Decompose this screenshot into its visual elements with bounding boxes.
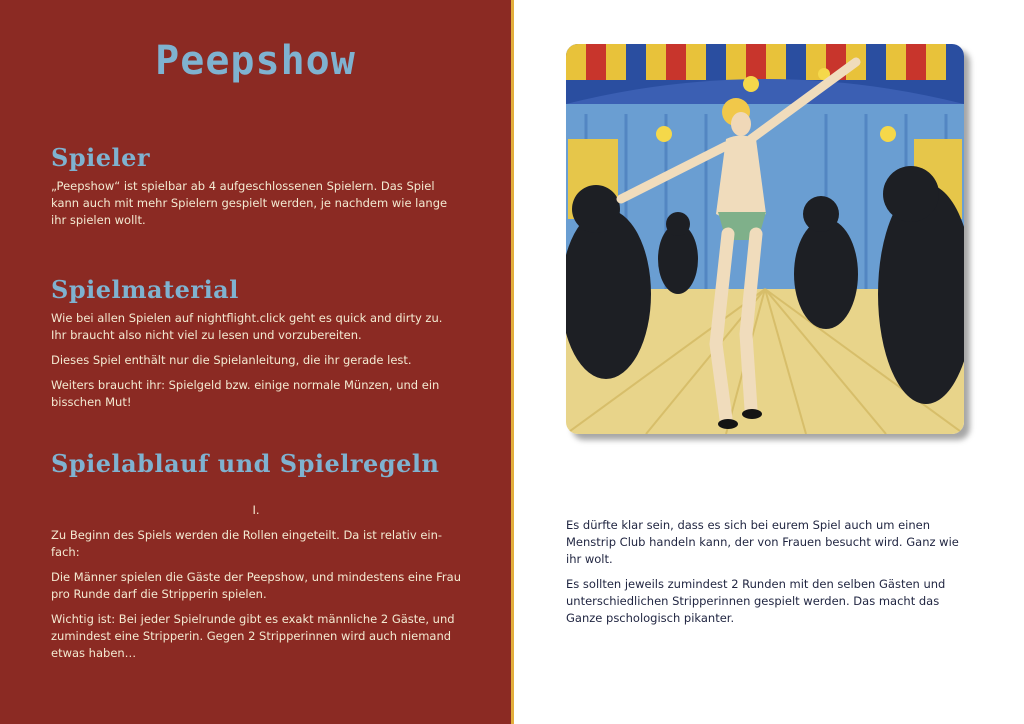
paragraph-spielablauf-1: Zu Beginn des Spiels werden die Rollen eingeteilt. Da ist relativ ein-fach: [51, 528, 443, 559]
right-paragraph-2: Es sollten jeweils zumindest 2 Runden mit den selben Gästen und unterschiedlichen Stripperinnen gespielt werden. Das macht das Ganze pschologisch pikanter. [566, 577, 946, 625]
left-page [0, 0, 511, 724]
painting-image [566, 44, 964, 434]
paragraph-spielmaterial-1: Wie bei allen Spielen auf nightflight.click geht es quick and dirty zu. Ihr braucht also nicht viel zu lesen und vorzubereiten. [51, 311, 443, 342]
paragraph-spielablauf-3: Wichtig ist: Bei jeder Spielrunde gibt es exakt männliche 2 Gäste, und zumindest eine Stripperin. Gegen 2 Stripperinnen wird auch niemand etwas haben… [51, 612, 455, 660]
heading-spielablauf: Spielablauf und Spielregeln [51, 449, 440, 478]
heading-spielmaterial: Spielmaterial [51, 275, 239, 304]
right-paragraph-1: Es dürfte klar sein, dass es sich bei eurem Spiel auch um einen Menstrip Club handeln kann, der von Frauen besucht wird. Ganz wie ihr wolt. [566, 518, 959, 566]
page-title: Peepshow [155, 38, 356, 84]
paragraph-spielmaterial-3: Weiters braucht ihr: Spielgeld bzw. einige normale Münzen, und ein bisschen Mut! [51, 378, 440, 409]
paragraph-spielablauf-2: Die Männer spielen die Gäste der Peepshow, und mindestens eine Frau pro Runde darf die Stripperin spielen. [51, 570, 461, 601]
paragraph-spielmaterial-2: Dieses Spiel enthält nur die Spielanleitung, die ihr gerade lest. [51, 353, 412, 367]
section-numeral: I. [252, 503, 260, 517]
dancer-illustration [566, 44, 964, 434]
heading-spieler: Spieler [51, 143, 151, 172]
paragraph-spieler-1: „Peepshow“ ist spielbar ab 4 aufgeschlossenen Spielern. Das Spiel kann auch mit mehr Spielern gespielt werden, je nachdem wie lange ihr spielen wollt. [51, 179, 448, 227]
